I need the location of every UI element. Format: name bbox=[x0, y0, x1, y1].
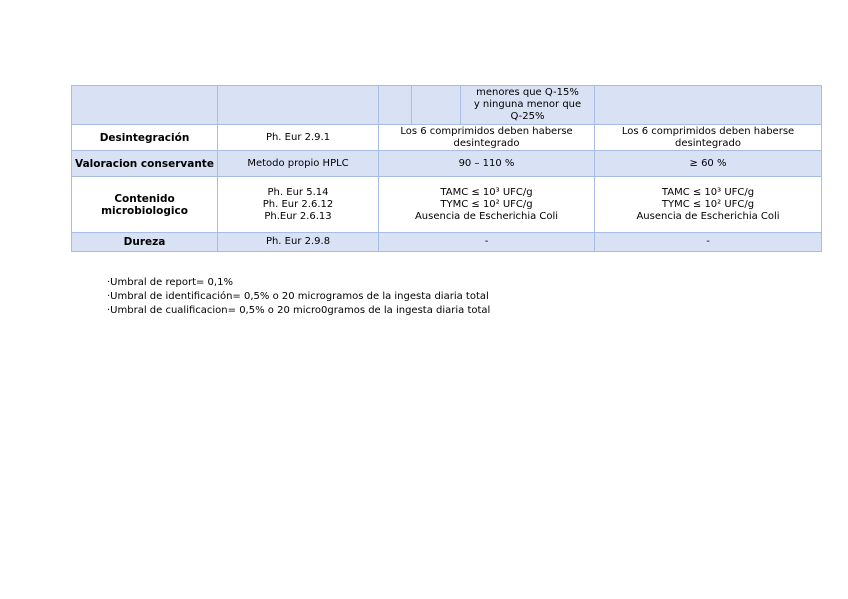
spec-b-cell: Los 6 comprimidos deben haberse desintegrado bbox=[595, 125, 822, 151]
table-cell bbox=[595, 86, 822, 125]
method-cell bbox=[218, 177, 379, 233]
table-row-desintegracion bbox=[72, 125, 822, 151]
spec-a-cell: - bbox=[379, 233, 595, 252]
spec-line: Ausencia de Escherichia Coli bbox=[414, 210, 559, 222]
spec-b-cell: - bbox=[595, 233, 822, 252]
table-cell bbox=[218, 86, 379, 125]
method-cell: Ph. Eur 2.9.8 bbox=[218, 233, 379, 252]
spec-line: TYMC ≤ 10² UFC/g bbox=[661, 198, 755, 210]
spec-b-cell bbox=[595, 177, 822, 233]
table-row-continuation bbox=[72, 86, 822, 125]
specifications-table bbox=[71, 85, 822, 252]
method-cell: Metodo propio HPLC bbox=[218, 151, 379, 177]
spec-a-cell bbox=[379, 177, 595, 233]
continuation-text-cell bbox=[461, 86, 595, 125]
table-row-dureza bbox=[72, 233, 822, 252]
note-report-threshold: ·Umbral de report= 0,1% bbox=[107, 277, 233, 288]
spec-a-cell: Los 6 comprimidos deben haberse desintegrado bbox=[379, 125, 595, 151]
method-line: Ph.Eur 2.6.13 bbox=[264, 210, 332, 222]
table-row-microbiologico bbox=[72, 177, 822, 233]
parameter-cell: Contenido microbiologico bbox=[72, 177, 218, 233]
table-cell bbox=[379, 86, 412, 125]
note-identification-threshold: ·Umbral de identificación= 0,5% o 20 microgramos de la ingesta diaria total bbox=[107, 291, 489, 302]
continuation-line: Q-25% bbox=[510, 111, 545, 122]
spec-a-cell: 90 – 110 % bbox=[379, 151, 595, 177]
spec-line: TAMC ≤ 10³ UFC/g bbox=[661, 186, 755, 198]
table-cell bbox=[412, 86, 461, 125]
spec-line: TAMC ≤ 10³ UFC/g bbox=[440, 186, 533, 198]
parameter-cell: Desintegración bbox=[72, 125, 218, 151]
parameter-cell: Valoracion conservante bbox=[72, 151, 218, 177]
threshold-notes bbox=[107, 276, 490, 318]
method-cell: Ph. Eur 2.9.1 bbox=[218, 125, 379, 151]
parameter-cell: Dureza bbox=[72, 233, 218, 252]
note-qualification-threshold: ·Umbral de cualificacion= 0,5% o 20 micro0gramos de la ingesta diaria total bbox=[107, 305, 491, 316]
spec-b-cell: ≥ 60 % bbox=[595, 151, 822, 177]
method-line: Ph. Eur 2.6.12 bbox=[262, 198, 334, 210]
spec-line: Ausencia de Escherichia Coli bbox=[636, 210, 780, 222]
continuation-line: y ninguna menor que bbox=[473, 99, 582, 110]
method-line: Ph. Eur 5.14 bbox=[267, 186, 329, 198]
table-cell bbox=[72, 86, 218, 125]
spec-line: TYMC ≤ 10² UFC/g bbox=[440, 198, 533, 210]
table-row-valoracion bbox=[72, 151, 822, 177]
continuation-line: menores que Q-15% bbox=[476, 87, 579, 98]
